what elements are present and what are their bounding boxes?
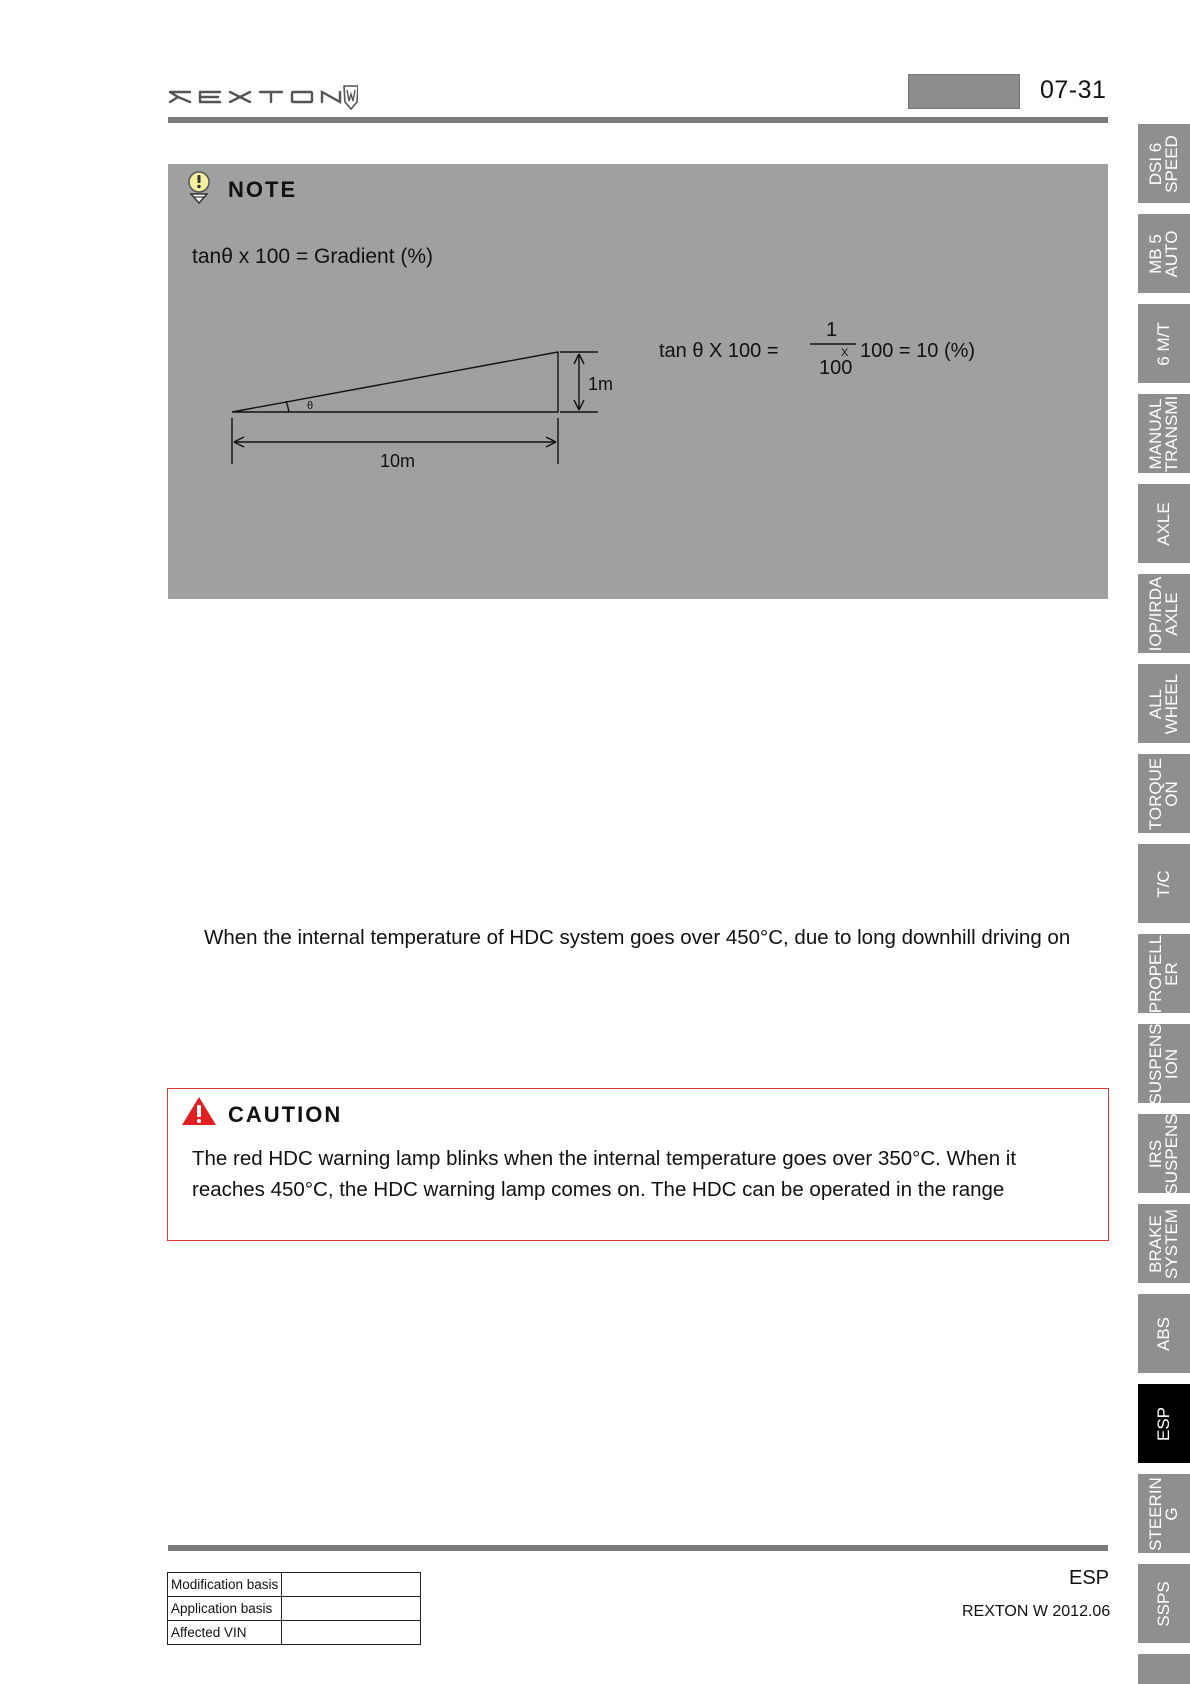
tab-label: DSI 6 SPEED: [1146, 134, 1181, 193]
table-label: Modification basis: [168, 1573, 282, 1597]
angle-label: θ: [307, 400, 314, 412]
tab-iop-irda-axle[interactable]: [1138, 574, 1190, 653]
angle-arc: [286, 401, 289, 412]
example-numerator: 1: [826, 319, 838, 341]
tab-abs[interactable]: [1138, 1294, 1190, 1373]
example-suffix: 100 = 10 (%): [860, 340, 976, 362]
header-rule: [168, 117, 1108, 123]
tab-steerin-g[interactable]: [1138, 1474, 1190, 1553]
tab-label: T/C: [1154, 869, 1173, 898]
table-row: [168, 1573, 421, 1597]
tab-torque-on[interactable]: [1138, 754, 1190, 833]
tab-label: IRS SUSPENS: [1146, 1112, 1181, 1195]
tab-label: MANUAL TRANSMI: [1146, 395, 1181, 472]
table-label: Application basis: [168, 1597, 282, 1621]
tab-label: 6 M/T: [1154, 321, 1173, 366]
tab-esp[interactable]: [1138, 1384, 1190, 1463]
gradient-formula: tanθ x 100 = Gradient (%): [192, 245, 434, 268]
gradient-diagram: [168, 164, 1108, 599]
slope-triangle: [232, 352, 558, 412]
footer-model: REXTON W 2012.06: [962, 1603, 1111, 1620]
caution-title: CAUTION: [228, 1102, 343, 1127]
tab-stub: [1138, 1654, 1190, 1684]
header-gray-box: [908, 74, 1020, 109]
note-title: NOTE: [228, 177, 298, 202]
tab-label: STEERIN G: [1146, 1476, 1181, 1551]
tab-6-m-t[interactable]: [1138, 304, 1190, 383]
table-label: Affected VIN: [168, 1621, 282, 1645]
tab-label: BRAKE SYSTEM: [1146, 1208, 1181, 1279]
tab-manual-transmi[interactable]: [1138, 394, 1190, 473]
tab-propell-er[interactable]: [1138, 934, 1190, 1013]
tab-suspens-ion[interactable]: [1138, 1024, 1190, 1103]
tab-label: AXLE: [1154, 501, 1173, 546]
example-times: X: [841, 347, 849, 359]
footer-rule: [168, 1545, 1108, 1551]
tab-label: MB 5 AUTO: [1146, 230, 1181, 277]
table-row: [168, 1621, 421, 1645]
tab-ssps[interactable]: [1138, 1564, 1190, 1643]
tab-axle[interactable]: [1138, 484, 1190, 563]
rexton-logo: [168, 82, 358, 112]
example-denominator: 100: [819, 357, 853, 379]
tab-irs-suspens[interactable]: [1138, 1114, 1190, 1193]
tab-label: SUSPENS ION: [1146, 1022, 1181, 1105]
tab-mb-5-auto[interactable]: [1138, 214, 1190, 293]
tab-dsi-6-speed[interactable]: [1138, 124, 1190, 203]
tab-label: TORQUE ON: [1146, 757, 1181, 830]
tab-label: ESP: [1154, 1406, 1173, 1441]
tab-label: ABS: [1154, 1316, 1173, 1351]
modification-table: [167, 1572, 421, 1645]
tab-brake-system[interactable]: [1138, 1204, 1190, 1283]
table-value: [282, 1573, 421, 1597]
caution-line-2: reaches 450°C, the HDC warning lamp comes on. The HDC can be operated in the range: [192, 1178, 1005, 1201]
warning-triangle-icon: [181, 1096, 217, 1126]
tab-label: ALL WHEEL: [1146, 673, 1181, 734]
tab-t-c[interactable]: [1138, 844, 1190, 923]
base-label: 10m: [380, 451, 416, 471]
caution-line-1: The red HDC warning lamp blinks when the internal temperature goes over 350°C. When it: [192, 1147, 1017, 1170]
table-value: [282, 1597, 421, 1621]
page-number: 07-31: [1040, 76, 1107, 104]
tab-label: IOP/IRDA AXLE: [1146, 576, 1181, 651]
table-row: [168, 1597, 421, 1621]
tab-all-wheel[interactable]: [1138, 664, 1190, 743]
example-prefix: tan θ X 100 =: [659, 340, 779, 362]
height-label: 1m: [588, 374, 614, 394]
footer-section: ESP: [1069, 1567, 1110, 1589]
tab-label: PROPELL ER: [1146, 934, 1181, 1013]
tab-label: SSPS: [1154, 1580, 1173, 1627]
hdc-temperature-paragraph: When the internal temperature of HDC system goes over 450°C, due to long downhill driving on: [204, 926, 1071, 949]
table-value: [282, 1621, 421, 1645]
